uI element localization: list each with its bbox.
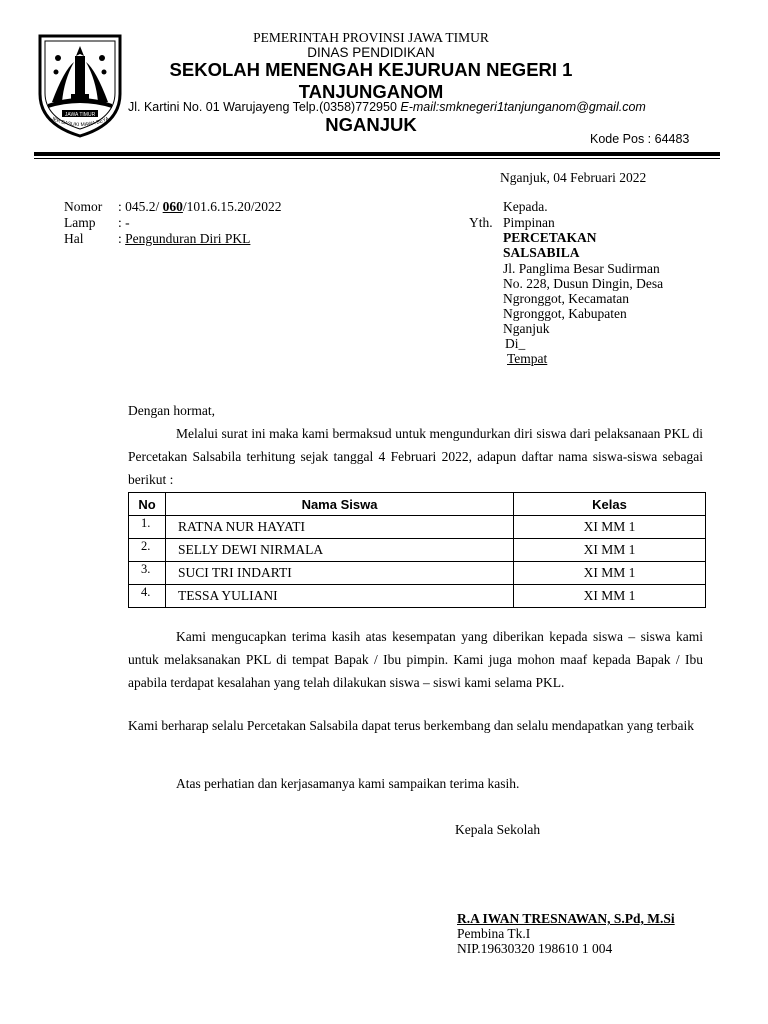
table-row: [129, 539, 706, 562]
student-table: [128, 492, 706, 608]
recipient-di: Di_: [505, 336, 526, 351]
paragraph-thanks: [128, 625, 703, 694]
school-email: E-mail:smknegeri1tanjunganom@gmail.com: [400, 100, 646, 114]
row-kelas: XI MM 1: [514, 539, 706, 562]
recipient-title: Pimpinan: [503, 215, 555, 230]
emblem-text: JAWA TIMUR: [64, 112, 96, 118]
company-name-line1: PERCETAKAN: [503, 230, 597, 245]
letterhead-divider-thick: [34, 152, 720, 156]
signatory-rank: Pembina Tk.I: [457, 926, 531, 941]
lamp-value: : -: [118, 215, 130, 230]
row-nama: TESSA YULIANI: [166, 585, 514, 608]
east-java-emblem-icon: [34, 32, 126, 138]
row-no: 2.: [129, 539, 166, 562]
paragraph-intro: [128, 422, 703, 491]
recipient-address-line: Jl. Panglima Besar Sudirman: [503, 261, 660, 276]
header-kelas: Kelas: [514, 493, 706, 516]
table-row: [129, 585, 706, 608]
letterhead-divider-thin: [34, 158, 720, 159]
row-nama: SUCI TRI INDARTI: [166, 562, 514, 585]
signatory-nip: NIP.19630320 198610 1 004: [457, 941, 613, 956]
school-name-line1: SEKOLAH MENENGAH KEJURUAN NEGERI 1: [169, 59, 573, 80]
nomor-value: [118, 199, 282, 215]
signature-position: Kepala Sekolah: [455, 822, 541, 837]
kepada-label: Kepada.: [503, 199, 548, 214]
recipient-tempat: Tempat: [507, 351, 548, 366]
closing-line: Atas perhatian dan kerjasamanya kami sampaikan terima kasih.: [176, 776, 520, 791]
school-city: NGANJUK: [325, 114, 417, 135]
row-no: 3.: [129, 562, 166, 585]
company-name-line2: SALSABILA: [503, 245, 580, 260]
yth-label: Yth.: [469, 215, 493, 230]
nomor-prefix: : 045.2/: [118, 199, 163, 214]
postal-code: Kode Pos : 64483: [590, 132, 690, 146]
signatory-name: R.A IWAN TRESNAWAN, S.Pd, M.Si: [457, 911, 675, 926]
nomor-suffix: /101.6.15.20/2022: [182, 199, 282, 214]
recipient-address-line: No. 228, Dusun Dingin, Desa: [503, 276, 664, 291]
hal-subject: Pengunduran Diri PKL: [125, 231, 251, 246]
paragraph-thanks-text: Kami mengucapkan terima kasih atas kesempatan yang diberikan kepada siswa – siswa kami untuk melaksanakan PKL di tempat Bapak / Ibu pimpin. Kami juga mohon maaf kepada Bapak / Ibu apabila terdapat kesalahan yang telah dilakukan siswa – siswi kami selama PKL.: [128, 629, 703, 690]
header-nama: Nama Siswa: [166, 493, 514, 516]
row-nama: SELLY DEWI NIRMALA: [166, 539, 514, 562]
agency-name: DINAS PENDIDIKAN: [307, 45, 435, 60]
school-name-line2: TANJUNGANOM: [298, 81, 444, 102]
government-name: PEMERINTAH PROVINSI JAWA TIMUR: [253, 30, 489, 45]
hal-colon: :: [118, 231, 126, 246]
recipient-address-line: Nganjuk: [503, 321, 550, 336]
header-no: No: [129, 493, 166, 516]
address-text: Jl. Kartini No. 01 Warujayeng Telp.(0358)772950: [128, 100, 401, 114]
recipient-address-line: Ngronggot, Kecamatan: [503, 291, 629, 306]
nomor-number: 060: [162, 199, 183, 214]
row-kelas: XI MM 1: [514, 562, 706, 585]
row-kelas: XI MM 1: [514, 516, 706, 539]
row-no: 4.: [129, 585, 166, 608]
greeting: Dengan hormat,: [128, 403, 215, 418]
recipient-address-line: Ngronggot, Kabupaten: [503, 306, 627, 321]
row-kelas: XI MM 1: [514, 585, 706, 608]
nomor-label: Nomor: [64, 199, 103, 214]
emblem-motto: JER BASUKI MAWA BEYA: [50, 115, 110, 129]
row-no: 1.: [129, 516, 166, 539]
letter-date: Nganjuk, 04 Februari 2022: [500, 170, 647, 185]
table-row: [129, 516, 706, 539]
lamp-label: Lamp: [64, 215, 96, 230]
hal-label: Hal: [64, 231, 84, 246]
paragraph-intro-text: Melalui surat ini maka kami bermaksud untuk mengundurkan diri siswa dari pelaksanaan PKL di Percetakan Salsabila terhitung sejak tanggal 4 Februari 2022, adapun daftar nama siswa-siswa sebagai berikut :: [128, 426, 703, 487]
row-nama: RATNA NUR HAYATI: [166, 516, 514, 539]
table-header-row: [129, 493, 706, 516]
school-address: [128, 100, 646, 114]
hal-value: [118, 231, 250, 247]
table-row: [129, 562, 706, 585]
paragraph-hope: Kami berharap selalu Percetakan Salsabila dapat terus berkembang dan selalu mendapatkan yang terbaik: [128, 718, 695, 733]
